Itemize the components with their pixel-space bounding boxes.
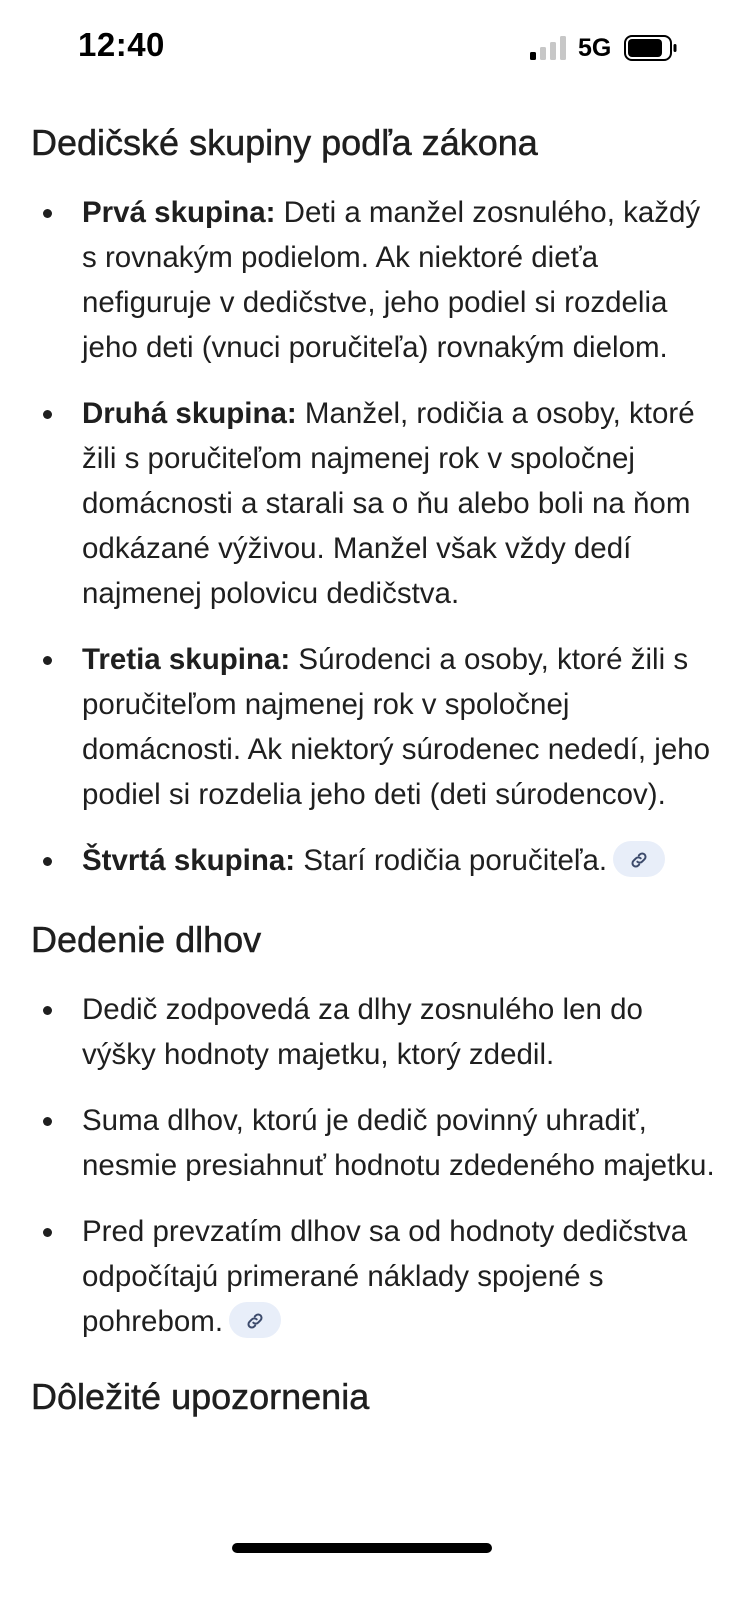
list-item [31, 190, 721, 370]
inheritance-groups-list [31, 190, 721, 883]
section-heading-important-notes: Dôležité upozornenia [31, 1376, 370, 1417]
list-item [31, 987, 721, 1077]
list-item-lead: Druhá skupina: [82, 397, 297, 430]
status-bar [0, 0, 739, 96]
list-item-text: Deti a manžel zosnulého, každý s rovnakým podielom. Ak niektoré dieťa nefiguruje v dedičstve, jeho podiel si rozdelia jeho deti (vnuci poručiteľa) rovnakým dielom. [82, 196, 701, 364]
list-item [31, 1098, 721, 1188]
list-item [31, 1209, 721, 1344]
section-heading-inheritance-groups: Dedičské skupiny podľa zákona [31, 122, 538, 163]
list-item-text: Manžel, rodičia a osoby, ktoré žili s poručiteľom najmenej rok v spoločnej domácnosti a starali sa o ňu alebo boli na ňom odkázané výživou. Manžel však vždy dedí najmenej polovicu dedičstva. [82, 397, 695, 610]
list-item-lead: Tretia skupina: [82, 643, 291, 676]
list-item-text: Pred prevzatím dlhov sa od hodnoty dedičstva odpočítajú primerané náklady spojené s pohrebom. [82, 1215, 688, 1338]
cellular-signal-icon [530, 36, 570, 60]
link-icon [245, 1311, 265, 1331]
section-heading-debts: Dedenie dlhov [31, 919, 262, 960]
list-item-text: Dedič zodpovedá za dlhy zosnulého len do výšky hodnoty majetku, ktorý zdedil. [82, 993, 643, 1071]
source-link-button[interactable] [613, 841, 665, 877]
list-item [31, 391, 721, 616]
list-item [31, 637, 721, 817]
source-link-button[interactable] [229, 1302, 281, 1338]
answer-content [31, 118, 721, 1422]
status-time: 12:40 [78, 26, 165, 63]
network-type: 5G [578, 34, 612, 62]
list-item-text: Starí rodičia poručiteľa. [295, 844, 608, 877]
list-item [31, 838, 721, 883]
list-item-text: Súrodenci a osoby, ktoré žili s poručiteľom najmenej rok v spoločnej domácnosti. Ak niektorý súrodenec nededí, jeho podiel si rozdelia jeho deti (deti súrodencov). [82, 643, 711, 811]
link-icon [629, 850, 649, 870]
list-item-lead: Štvrtá skupina: [82, 844, 296, 877]
list-item-text: Suma dlhov, ktorú je dedič povinný uhradiť, nesmie presiahnuť hodnotu zdedeného majetku. [82, 1104, 715, 1182]
battery-icon [624, 35, 678, 61]
home-indicator[interactable] [232, 1543, 492, 1553]
list-item-lead: Prvá skupina: [82, 196, 276, 229]
debts-list [31, 987, 721, 1344]
